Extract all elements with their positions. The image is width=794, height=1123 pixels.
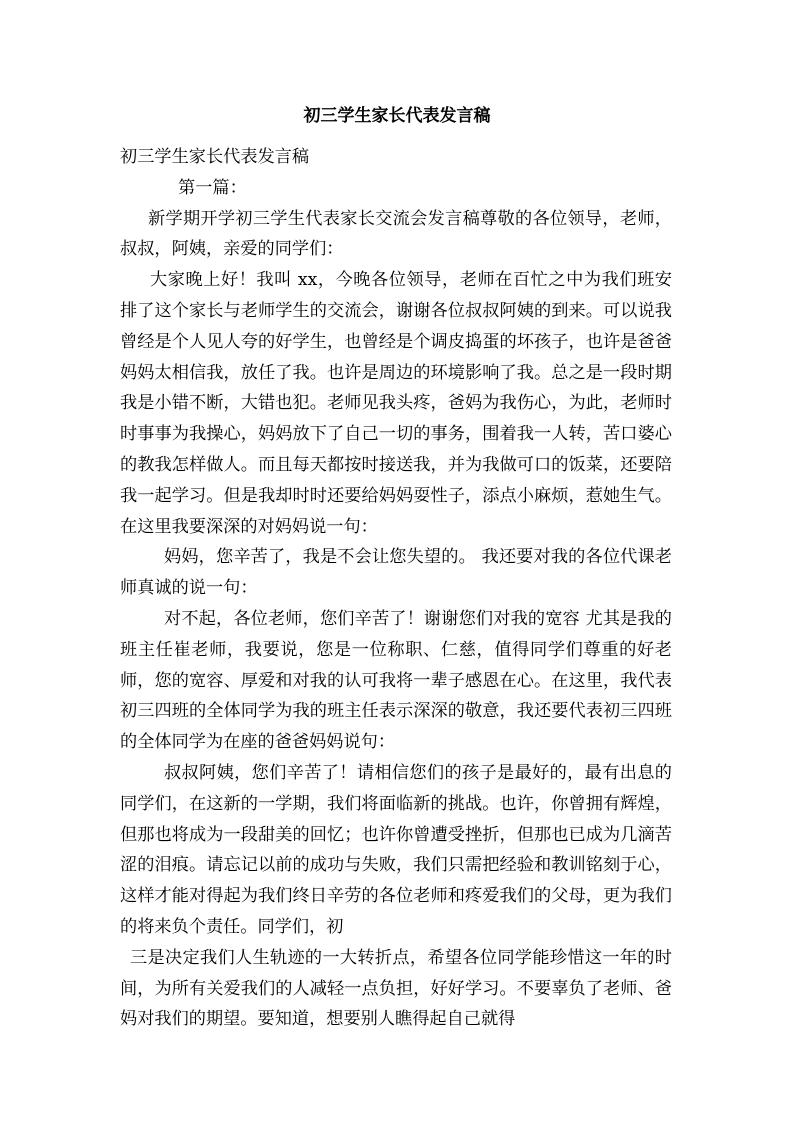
document-body [120, 142, 672, 1035]
paragraph: 妈妈，您辛苦了，我是不会让您失望的。 我还要对我的各位代课老师真诚的说一句： [120, 547, 672, 599]
paragraph: 三是决定我们人生轨迹的一大转折点，希望各位同学能珍惜这一年的时间，为所有关爱我们的人减轻一点负担，好好学习。不要辜负了老师、爸妈对我们的期望。要知道，想要别人瞧得起自己就得 [120, 947, 672, 1030]
document-title: 初三学生家长代表发言稿 [303, 106, 491, 126]
paragraph: 对不起，各位老师，您们辛苦了！谢谢您们对我的宽容 尤其是我的班主任崔老师，我要说，您是一位称职、仁慈，值得同学们尊重的好老师，您的宽容、厚爱和对我的认可我将一辈子感恩在心。在这里，我代表初三四班的全体同学为我的班主任表示深深的敬意，我还要代表初三四班的全体同学为在座的爸爸妈妈说句： [120, 608, 672, 753]
section-label: 第一篇： [178, 177, 247, 198]
paragraph: 新学期开学初三学生代表家长交流会发言稿尊敬的各位领导，老师，叔叔，阿姨，亲爱的同学们： [120, 208, 672, 260]
paragraph: 叔叔阿姨，您们辛苦了！请相信您们的孩子是最好的，最有出息的 同学们，在这新的一学期，我们将面临新的挑战。也许，你曾拥有辉煌，但那也将成为一段甜美的回忆；也许你曾遭受挫折，但那也已成为几滴苦涩的泪痕。请忘记以前的成功与失败，我们只需把经验和教训铭刻于心，这样才能对得起为我们终日辛劳的各位老师和疼爱我们的父母，更为我们的将来负个责任。同学们，初 [120, 762, 672, 937]
document-subtitle: 初三学生家长代表发言稿 [120, 147, 310, 167]
paragraph: 大家晚上好！我叫 xx，今晚各位领导，老师在百忙之中为我们班安排了这个家长与老师学生的交流会，谢谢各位叔叔阿姨的到来。可以说我曾经是个人见人夸的好学生，也曾经是个调皮捣蛋的坏孩子，也许是爸爸妈妈太相信我，放任了我。也许是周边的环境影响了我。总之是一段时期我是小错不断，大错也犯。老师见我头疼，爸妈为我伤心，为此，老师时时事事为我操心，妈妈放下了自己一切的事务，围着我一人转，苦口婆心的教我怎样做人。而且每天都按时接送我，并为我做可口的饭菜，还要陪我一起学习。但是我却时时还要给妈妈耍性子，添点小麻烦，惹她生气。在这里我要深深的对妈妈说一句： [120, 270, 672, 537]
